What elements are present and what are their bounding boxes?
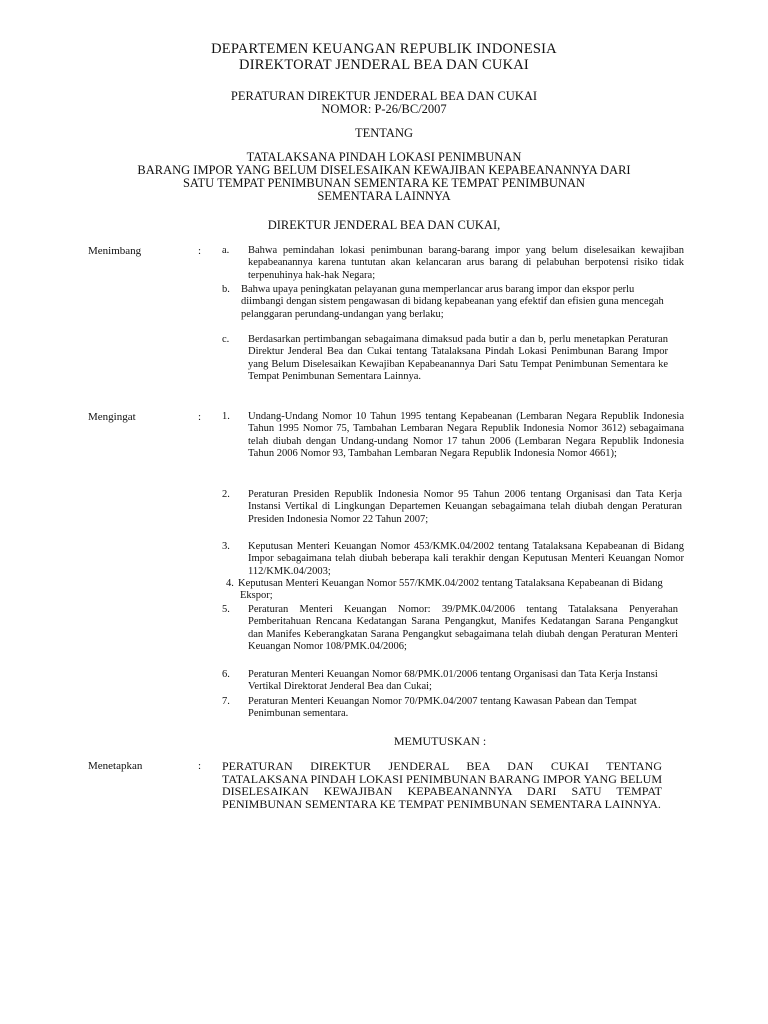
menimbang-marker-a: a. [222, 245, 230, 256]
subject-line-1: TATALAKSANA PINDAH LOKASI PENIMBUNAN [246, 150, 522, 164]
mengingat-marker-5: 5. [222, 604, 230, 615]
mengingat-marker-7: 7. [222, 696, 230, 707]
department-name: DEPARTEMEN KEUANGAN REPUBLIK INDONESIA [211, 41, 557, 57]
mengingat-marker-6: 6. [222, 669, 230, 680]
menimbang-item-a: Bahwa pemindahan lokasi penimbunan barang-barang impor yang belum diselesaikan kewajiban kepabeanannya karena tuntutan akan kelancaran arus barang di pelabuhan berpotensi risiko tidak terpenuhinya hak-hak Negara; [248, 245, 684, 281]
menimbang-marker-c: c. [222, 334, 230, 345]
mengingat-marker-3: 3. [222, 541, 230, 552]
subject-line-3: SATU TEMPAT PENIMBUNAN SEMENTARA KE TEMPAT PENIMBUNAN [182, 176, 586, 190]
menetapkan-colon: : [198, 760, 202, 772]
memutuskan-heading: MEMUTUSKAN : [393, 734, 487, 748]
menimbang-item-b: Bahwa upaya peningkatan pelayanan guna memperlancar arus barang impor dan ekspor perlu diimbangi dengan sistem pengawasan di bidang kepabeanan yang efektif dan efisien guna mencegah pelanggaran perundang-undangan yang berlaku; [241, 284, 664, 320]
subject-line-2: BARANG IMPOR YANG BELUM DISELESAIKAN KEWAJIBAN KEPABEANANNYA DARI [137, 163, 631, 177]
mengingat-item-2: Peraturan Presiden Republik Indonesia Nomor 95 Tahun 2006 tentang Organisasi dan Tata Kerja Instansi Vertikal di Lingkungan Departemen Keuangan sebagaimana telah diubah dengan Peraturan Presiden Indonesia Nomor 22 Tahun 2007; [248, 489, 682, 525]
mengingat-marker-4: 4. [226, 578, 234, 589]
mengingat-label: Mengingat [88, 411, 136, 423]
mengingat-item-3: Keputusan Menteri Keuangan Nomor 453/KMK.04/2002 tentang Tatalaksana Kepabeanan di Bidang Impor sebagaimana telah diubah beberapa kali terakhir dengan Keputusan Menteri Keuangan Nomor 112/KMK.04/2003; [248, 541, 684, 577]
menetapkan-text: PERATURAN DIREKTUR JENDERAL BEA DAN CUKAI TENTANG TATALAKSANA PINDAH LOKASI PENIMBUNAN BARANG IMPOR YANG BELUM DISELESAIKAN KEWAJIBAN KEPABEANANNYA DARI SATU TEMPAT PENIMBUNAN SEMENTARA KE TEMPAT PENIMBUNAN SEMENTARA LAINNYA. [222, 759, 662, 811]
issuer-heading: DIREKTUR JENDERAL BEA DAN CUKAI, [267, 218, 501, 232]
mengingat-item-4: Keputusan Menteri Keuangan Nomor 557/KMK.04/2002 tentang Tatalaksana Kepabeanan di Bidang Ekspor; [238, 578, 663, 602]
mengingat-colon: : [198, 411, 202, 423]
menimbang-item-c: Berdasarkan pertimbangan sebagaimana dimaksud pada butir a dan b, perlu menetapkan Peraturan Direktur Jenderal Bea dan Cukai tentang Tatalaksana Pindah Lokasi Penimbunan Barang Impor yang Belum Diselesaikan Kewajiban Kepabeanannya Dari Satu Tempat Penimbunan Sementara ke Tempat Penimbunan Sementara Lainnya. [248, 334, 668, 382]
mengingat-item-1: Undang-Undang Nomor 10 Tahun 1995 tentang Kepabeanan (Lembaran Negara Republik Indonesia Tahun 1995 Nomor 75, Tambahan Lembaran Negara Republik Indonesia Nomor 3612) sebagaimana telah diubah dengan Undang-undang Nomor 17 tahun 2006 (Lembaran Negara Republik Indonesia Tahun 2006 Nomor 93, Tambahan Lembaran Negara Republik Indonesia Nomor 4661); [248, 411, 684, 459]
tentang-heading: TENTANG [354, 126, 413, 140]
menimbang-marker-b: b. [222, 284, 230, 295]
menimbang-label: Menimbang [88, 245, 142, 257]
regulation-title: PERATURAN DIREKTUR JENDERAL BEA DAN CUKAI [230, 89, 538, 103]
subject-line-4: SEMENTARA LAINNYA [317, 189, 451, 203]
mengingat-marker-2: 2. [222, 489, 230, 500]
mengingat-item-5: Peraturan Menteri Keuangan Nomor: 39/PMK.04/2006 tentang Tatalaksana Penyerahan Pemberitahuan Rencana Kedatangan Sarana Pengangkut, Manifes Kedatangan Sarana Pengangkut dan Manifes Keberangkatan Sarana Pengangkut sebagaimana telah diubah dengan Peraturan Menteri Keuangan Nomor 108/PMK.04/2006; [248, 604, 678, 652]
mengingat-item-7: Peraturan Menteri Keuangan Nomor 70/PMK.04/2007 tentang Kawasan Pabean dan Tempat Penimbunan sementara. [248, 696, 637, 720]
regulation-number: NOMOR: P-26/BC/2007 [321, 102, 447, 116]
menimbang-colon: : [198, 245, 202, 257]
mengingat-marker-1: 1. [222, 411, 230, 422]
mengingat-item-6: Peraturan Menteri Keuangan Nomor 68/PMK.01/2006 tentang Organisasi dan Tata Kerja Instansi Vertikal Direktorat Jenderal Bea dan Cukai; [248, 669, 658, 693]
directorate-name: DIREKTORAT JENDERAL BEA DAN CUKAI [239, 57, 529, 73]
menetapkan-label: Menetapkan [88, 760, 143, 772]
